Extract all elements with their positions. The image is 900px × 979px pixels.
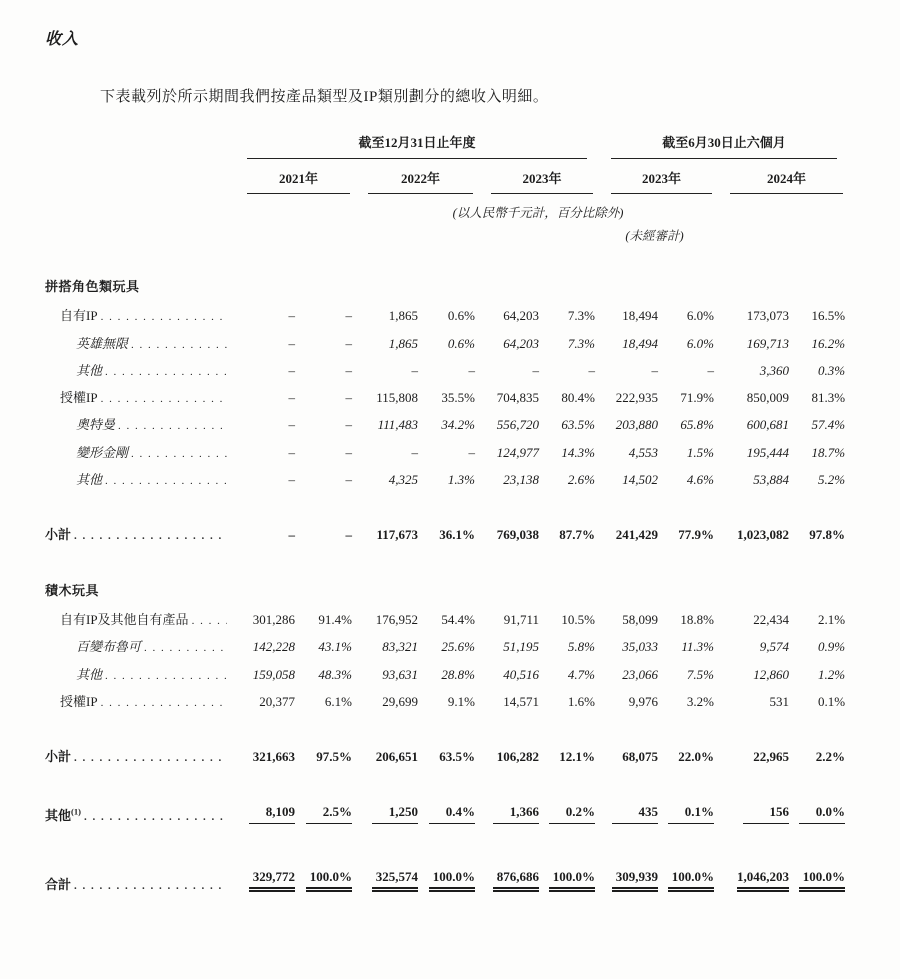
value-cell: 10.5% bbox=[561, 611, 596, 627]
value-cell: 1,250 bbox=[352, 766, 418, 825]
value-cell: 77.9% bbox=[678, 527, 715, 543]
period-group-interim bbox=[595, 132, 845, 159]
value-cell: 68,075 bbox=[622, 749, 659, 765]
table-row bbox=[45, 602, 845, 629]
value-cell: 0.6% bbox=[447, 335, 475, 351]
value-cell: 0.0% bbox=[789, 766, 845, 825]
value-cell: – bbox=[345, 390, 352, 406]
value-cell: 531 bbox=[769, 693, 790, 709]
value-cell: 4,553 bbox=[628, 444, 659, 460]
year-header-2024-interim: 2024年 bbox=[730, 168, 843, 194]
page-title: 收入 bbox=[45, 31, 80, 48]
table-row bbox=[45, 407, 845, 434]
value-cell: 97.8% bbox=[809, 527, 846, 543]
unit-note: (以人民幣千元計，百分比除外) bbox=[452, 206, 624, 220]
value-cell: – bbox=[345, 444, 352, 460]
value-cell: 35.5% bbox=[441, 390, 475, 406]
value-cell: 4.7% bbox=[567, 666, 596, 682]
value-cell: 64,203 bbox=[503, 335, 539, 351]
value-cell: 100.0% bbox=[418, 826, 475, 894]
table-row bbox=[45, 657, 845, 684]
value-cell: 51,195 bbox=[503, 639, 539, 655]
row-label: 其他 . . . bbox=[45, 462, 231, 489]
value-cell: 325,574 bbox=[352, 826, 418, 894]
value-cell: 22,965 bbox=[753, 749, 790, 765]
table-row bbox=[45, 298, 845, 325]
row-label: 小計 . . . bbox=[45, 489, 231, 544]
value-cell: 156 bbox=[714, 766, 789, 825]
dot-leader bbox=[105, 364, 227, 378]
table-row bbox=[45, 711, 845, 766]
value-cell: 2.2% bbox=[815, 749, 846, 765]
period-group-annual-label: 截至12月31日止年度 bbox=[247, 132, 587, 159]
value-cell: 8,109 bbox=[231, 766, 295, 825]
value-cell: 7.5% bbox=[686, 666, 715, 682]
value-cell: 63.5% bbox=[561, 417, 596, 433]
year-header-2021: 2021年 bbox=[247, 168, 350, 194]
row-label: 小計 . . . bbox=[45, 711, 231, 766]
table-row bbox=[45, 489, 845, 544]
value-cell: 80.4% bbox=[561, 390, 596, 406]
dot-leader bbox=[101, 391, 227, 405]
value-cell: 93,631 bbox=[382, 666, 418, 682]
value-cell: – bbox=[345, 335, 352, 351]
value-cell: 97.5% bbox=[316, 749, 352, 765]
row-label: 其他 . . . bbox=[45, 657, 231, 684]
year-header-2022: 2022年 bbox=[368, 168, 473, 194]
value-cell: – bbox=[288, 417, 295, 433]
value-cell: 64,203 bbox=[503, 308, 539, 324]
value-cell: 309,939 bbox=[595, 826, 658, 894]
value-cell: 1.5% bbox=[686, 444, 715, 460]
value-cell: 0.9% bbox=[817, 639, 846, 655]
value-cell: 7.3% bbox=[567, 308, 596, 324]
value-cell: 23,138 bbox=[503, 472, 539, 488]
unaudited-note-row bbox=[45, 221, 845, 244]
value-cell: – bbox=[345, 472, 352, 488]
row-label: 授權IP . . . bbox=[45, 684, 231, 711]
value-cell: 57.4% bbox=[811, 417, 846, 433]
value-cell: 206,651 bbox=[375, 749, 418, 765]
value-cell: 142,228 bbox=[252, 639, 295, 655]
value-cell: – bbox=[288, 335, 295, 351]
value-cell: 876,686 bbox=[475, 826, 539, 894]
value-cell: 1.6% bbox=[567, 693, 596, 709]
value-cell: 176,952 bbox=[375, 611, 418, 627]
value-cell: 1,046,203 bbox=[714, 826, 789, 894]
value-cell: 222,935 bbox=[615, 390, 659, 406]
value-cell: – bbox=[532, 362, 539, 378]
period-group-annual bbox=[231, 132, 595, 159]
value-cell: 100.0% bbox=[658, 826, 714, 894]
value-cell: 36.1% bbox=[439, 527, 475, 543]
row-label: 自有IP . . . bbox=[45, 298, 231, 325]
value-cell: – bbox=[651, 362, 659, 378]
table-row bbox=[45, 435, 845, 462]
value-cell: 87.7% bbox=[559, 527, 596, 543]
year-header-2023-interim: 2023年 bbox=[611, 168, 712, 194]
footnote-marker: (1) bbox=[71, 807, 81, 818]
row-label: 百變布魯可 . . . bbox=[45, 629, 231, 656]
row-label: 積木玩具 bbox=[45, 582, 100, 598]
value-cell: – bbox=[288, 308, 295, 324]
dot-leader bbox=[74, 528, 227, 542]
value-cell: 1.3% bbox=[447, 472, 475, 488]
value-cell: 40,516 bbox=[503, 666, 539, 682]
value-cell: 301,286 bbox=[252, 611, 295, 627]
value-cell: 9.1% bbox=[447, 693, 475, 709]
dot-leader bbox=[84, 809, 227, 823]
value-cell: 12,860 bbox=[753, 666, 790, 682]
value-cell: 769,038 bbox=[496, 527, 539, 543]
value-cell: – bbox=[288, 362, 295, 378]
value-cell: 63.5% bbox=[439, 749, 475, 765]
value-cell: 115,808 bbox=[376, 390, 418, 406]
row-label: 自有IP及其他自有產品 . . . bbox=[45, 602, 231, 629]
row-label: 合計 . . . bbox=[45, 826, 231, 894]
unit-note-row bbox=[45, 194, 845, 221]
value-cell: 48.3% bbox=[318, 666, 352, 682]
unaudited-note: (未經審計) bbox=[625, 229, 684, 243]
value-cell: – bbox=[345, 417, 352, 433]
value-cell: – bbox=[468, 444, 475, 460]
table-row bbox=[45, 684, 845, 711]
value-cell: 195,444 bbox=[746, 444, 790, 460]
value-cell: – bbox=[345, 362, 352, 378]
period-group-interim-label: 截至6月30日止六個月 bbox=[611, 132, 837, 159]
intro-text: 下表載列於所示期間我們按產品類型及IP類別劃分的總收入明細。 bbox=[100, 89, 549, 105]
value-cell: 91.4% bbox=[318, 611, 352, 627]
value-cell: 100.0% bbox=[295, 826, 352, 894]
dot-leader bbox=[105, 668, 227, 682]
value-cell: 18,494 bbox=[622, 335, 659, 351]
table-row bbox=[45, 545, 845, 602]
value-cell: – bbox=[411, 444, 418, 460]
table-row bbox=[45, 826, 845, 894]
value-cell: 0.1% bbox=[658, 766, 714, 825]
value-cell: 704,835 bbox=[496, 390, 539, 406]
value-cell: 29,699 bbox=[382, 693, 418, 709]
value-cell: – bbox=[288, 444, 295, 460]
value-cell: 83,321 bbox=[382, 639, 418, 655]
value-cell: 0.4% bbox=[418, 766, 475, 825]
value-cell: 65.8% bbox=[680, 417, 715, 433]
value-cell: 600,681 bbox=[746, 417, 790, 433]
value-cell: 20,377 bbox=[259, 693, 295, 709]
value-cell: 5.8% bbox=[567, 639, 596, 655]
value-cell: 0.3% bbox=[817, 362, 846, 378]
value-cell: 14,571 bbox=[503, 693, 539, 709]
value-cell: – bbox=[707, 362, 715, 378]
dot-leader bbox=[192, 613, 227, 627]
value-cell: 173,073 bbox=[746, 308, 790, 324]
value-cell: 11.3% bbox=[681, 639, 715, 655]
row-label: 變形金剛 . . . bbox=[45, 435, 231, 462]
value-cell: – bbox=[468, 362, 475, 378]
value-cell: 23,066 bbox=[622, 666, 659, 682]
value-cell: 0.2% bbox=[539, 766, 595, 825]
value-cell: 4,325 bbox=[388, 472, 418, 488]
value-cell: 35,033 bbox=[622, 639, 659, 655]
value-cell: 14.3% bbox=[561, 444, 596, 460]
row-label: 英雄無限 . . . bbox=[45, 326, 231, 353]
value-cell: 12.1% bbox=[559, 749, 596, 765]
value-cell: 9,574 bbox=[759, 639, 790, 655]
value-cell: 2.5% bbox=[295, 766, 352, 825]
value-cell: 1,023,082 bbox=[737, 527, 790, 543]
table-row bbox=[45, 244, 845, 298]
value-cell: 28.8% bbox=[441, 666, 475, 682]
value-cell: 6.1% bbox=[324, 693, 352, 709]
value-cell: – bbox=[411, 362, 418, 378]
value-cell: 241,429 bbox=[615, 527, 659, 543]
row-label: 其他$^{(1)}$ . . . bbox=[45, 766, 231, 825]
value-cell: 100.0% bbox=[789, 826, 845, 894]
value-cell: 6.0% bbox=[686, 308, 715, 324]
value-cell: 203,880 bbox=[615, 417, 659, 433]
value-cell: – bbox=[588, 362, 596, 378]
value-cell: 0.6% bbox=[447, 308, 475, 324]
value-cell: 0.1% bbox=[817, 693, 846, 709]
value-cell: 53,884 bbox=[753, 472, 790, 488]
value-cell: 117,673 bbox=[376, 527, 418, 543]
value-cell: – bbox=[345, 527, 352, 543]
value-cell: 1,865 bbox=[388, 335, 418, 351]
value-cell: 43.1% bbox=[318, 639, 352, 655]
table-row bbox=[45, 326, 845, 353]
value-cell: 169,713 bbox=[746, 335, 790, 351]
value-cell: 22.0% bbox=[678, 749, 715, 765]
dot-leader bbox=[74, 750, 227, 764]
value-cell: 58,099 bbox=[622, 611, 659, 627]
value-cell: – bbox=[288, 472, 295, 488]
value-cell: 3.2% bbox=[686, 693, 715, 709]
value-cell: 18.7% bbox=[811, 444, 846, 460]
year-header-2023: 2023年 bbox=[491, 168, 593, 194]
value-cell: 1.2% bbox=[817, 666, 846, 682]
value-cell: – bbox=[288, 527, 295, 543]
value-cell: 2.6% bbox=[567, 472, 596, 488]
value-cell: 34.2% bbox=[441, 417, 475, 433]
revenue-table bbox=[45, 132, 845, 894]
row-label: 其他 . . . bbox=[45, 353, 231, 380]
row-label: 授權IP . . . bbox=[45, 380, 231, 407]
revenue-table-body bbox=[45, 244, 845, 894]
value-cell: 6.0% bbox=[686, 335, 715, 351]
dot-leader bbox=[74, 878, 227, 892]
value-cell: 3,360 bbox=[759, 362, 790, 378]
value-cell: 54.4% bbox=[441, 611, 475, 627]
value-cell: – bbox=[345, 308, 352, 324]
period-group-row bbox=[45, 132, 845, 159]
value-cell: 1,865 bbox=[388, 308, 418, 324]
value-cell: 329,772 bbox=[231, 826, 295, 894]
table-row bbox=[45, 462, 845, 489]
value-cell: 16.2% bbox=[811, 335, 846, 351]
row-label: 奧特曼 . . . bbox=[45, 407, 231, 434]
dot-leader bbox=[105, 473, 227, 487]
value-cell: 100.0% bbox=[539, 826, 595, 894]
value-cell: 91,711 bbox=[503, 611, 539, 627]
table-row bbox=[45, 353, 845, 380]
value-cell: 124,977 bbox=[496, 444, 539, 460]
value-cell: 5.2% bbox=[817, 472, 846, 488]
value-cell: 435 bbox=[595, 766, 658, 825]
value-cell: 1,366 bbox=[475, 766, 539, 825]
value-cell: 81.3% bbox=[811, 390, 846, 406]
dot-leader bbox=[144, 640, 227, 654]
value-cell: 111,483 bbox=[377, 417, 418, 433]
value-cell: 321,663 bbox=[252, 749, 295, 765]
value-cell: 850,009 bbox=[746, 390, 790, 406]
value-cell: 556,720 bbox=[496, 417, 539, 433]
value-cell: 7.3% bbox=[567, 335, 596, 351]
value-cell: 4.6% bbox=[686, 472, 715, 488]
year-header-row bbox=[45, 159, 845, 194]
dot-leader bbox=[131, 337, 227, 351]
row-label: 拼搭角色類玩具 bbox=[45, 279, 140, 294]
value-cell: 16.5% bbox=[811, 308, 846, 324]
value-cell: 14,502 bbox=[622, 472, 659, 488]
table-row bbox=[45, 766, 845, 825]
dot-leader bbox=[101, 695, 227, 709]
value-cell: – bbox=[288, 390, 295, 406]
value-cell: 18,494 bbox=[622, 308, 659, 324]
value-cell: 22,434 bbox=[753, 611, 790, 627]
value-cell: 106,282 bbox=[496, 749, 539, 765]
value-cell: 159,058 bbox=[252, 666, 295, 682]
table-row bbox=[45, 380, 845, 407]
value-cell: 9,976 bbox=[628, 693, 659, 709]
value-cell: 71.9% bbox=[680, 390, 715, 406]
value-cell: 2.1% bbox=[817, 611, 846, 627]
dot-leader bbox=[101, 309, 227, 323]
dot-leader bbox=[118, 418, 227, 432]
dot-leader bbox=[131, 446, 227, 460]
value-cell: 18.8% bbox=[680, 611, 715, 627]
table-row bbox=[45, 629, 845, 656]
value-cell: 25.6% bbox=[441, 639, 475, 655]
